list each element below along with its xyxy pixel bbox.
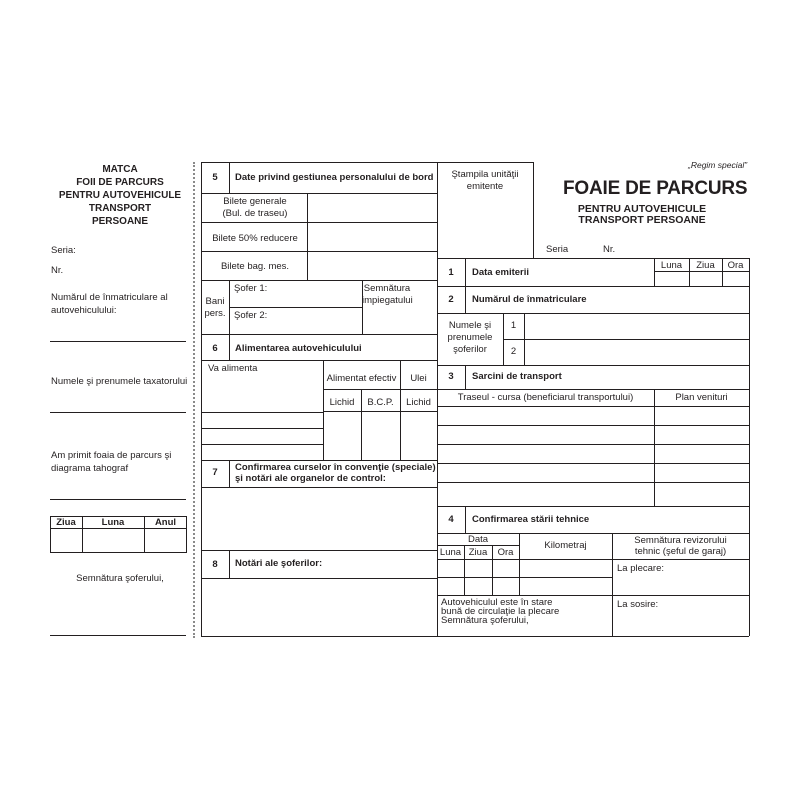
s8-number: 8: [212, 559, 218, 570]
s5-row-divider: [201, 280, 437, 281]
lichid-2-label: Lichid: [406, 397, 431, 408]
va-alimenta-label: Va alimenta: [208, 363, 258, 374]
ulei-label: Ulei: [410, 373, 427, 384]
s4-top-divider: [437, 506, 749, 507]
right-outer-border: [749, 258, 750, 636]
stamp-label-2: emitente: [466, 181, 504, 192]
right-bottom-border: [437, 636, 749, 637]
s4-ora: Ora: [497, 547, 514, 558]
driver-2-field[interactable]: [525, 340, 749, 365]
s7-title-2: şi notări ale organelor de control:: [235, 473, 386, 484]
stub-registration-label-1: Numărul de înmatriculare al: [51, 292, 168, 303]
s6-divider: [201, 360, 437, 361]
s3-num-divider: [465, 365, 466, 389]
middle-top-border: [201, 162, 437, 163]
s1-divider: [437, 286, 749, 287]
s1-number: 1: [448, 267, 454, 278]
s2-number: 2: [448, 294, 454, 305]
revizor-1: Semnătura revizorului: [634, 535, 727, 546]
s4-header-divider: [612, 559, 749, 560]
subtitle-1: PENTRU AUTOVEHICULE: [577, 203, 707, 215]
s6-number: 6: [212, 343, 218, 354]
bilete-generale-1: Bilete generale: [223, 196, 287, 207]
s7-num-divider: [229, 460, 230, 487]
stub-registration-label-2: autovehiculului:: [51, 305, 117, 316]
s2-num-divider: [465, 286, 466, 313]
s4-km-header: Kilometraj: [544, 540, 587, 551]
bilete-bag: Bilete bag. mes.: [220, 261, 290, 272]
bcp-label: B.C.P.: [367, 397, 394, 408]
stub-received-line[interactable]: [50, 499, 186, 500]
bilete-reducere: Bilete 50% reducere: [212, 233, 298, 244]
s8-num-divider: [229, 550, 230, 578]
s1-title: Data emiterii: [472, 267, 530, 278]
s6-top-divider: [201, 334, 437, 335]
main-title: FOAIE DE PARCURS: [563, 178, 748, 199]
s7-field[interactable]: [201, 487, 437, 550]
perforation-line: [193, 162, 195, 638]
s4-luna: Luna: [439, 547, 462, 558]
s3-title: Sarcini de transport: [472, 371, 562, 382]
lichid-label: Lichid: [329, 397, 355, 408]
s3-table-body[interactable]: [437, 406, 749, 506]
stub-title-line-3: PENTRU AUTOVEHICULE: [58, 190, 182, 201]
stub-title-line-5: PERSOANE: [91, 216, 149, 227]
stub-title-line-2: FOII DE PARCURS: [76, 177, 164, 188]
stamp-area[interactable]: [437, 195, 533, 255]
stub-date-anul: Anul: [154, 517, 177, 528]
drivers-label-1: Numele şi: [448, 320, 492, 331]
semnatura-label-1: Semnătura: [363, 283, 411, 294]
driver-1-field[interactable]: [525, 313, 749, 339]
s4-data-divider: [437, 545, 519, 546]
s5-number: 5: [212, 172, 218, 183]
stub-signature-line[interactable]: [50, 635, 186, 636]
va-alimenta-field[interactable]: [201, 412, 323, 460]
sofer-2-label: Şofer 2:: [234, 310, 268, 321]
stub-received-label-1: Am primit foaia de parcurs şi: [51, 450, 172, 461]
revizor-2: tehnic (şeful de garaj): [634, 546, 727, 557]
subtitle-2: TRANSPORT PERSOANE: [578, 214, 706, 226]
middle-bottom-border: [201, 636, 437, 637]
driver-1-num: 1: [510, 320, 517, 331]
sofer-divider: [229, 307, 362, 308]
stub-title-line-1: MATCA: [102, 164, 138, 175]
sofer-1-label: Şofer 1:: [234, 283, 268, 294]
bilete-generale-field[interactable]: [307, 193, 438, 222]
s6-num-divider: [229, 334, 230, 360]
s6-title: Alimentarea autovehiculului: [235, 343, 362, 354]
s1-num-divider: [465, 258, 466, 286]
bilete-bag-field[interactable]: [307, 251, 438, 280]
bilete-generale-2: (Bul. de traseu): [222, 208, 288, 219]
right-top-border: [437, 258, 749, 259]
stub-date-ziua: Ziua: [56, 517, 76, 528]
semnatura-label-2: impiegatului: [362, 295, 413, 306]
s6-subheader-divider: [323, 389, 437, 390]
s7-number: 7: [212, 467, 218, 478]
stub-taxi-driver-line[interactable]: [50, 412, 186, 413]
s4-data-header: Data: [467, 534, 489, 545]
s1-luna-header: Luna: [660, 260, 683, 271]
stare-label-1: Autovehiculul este în stare: [441, 597, 553, 608]
traseu-header: Traseul - cursa (beneficiarul transportului): [457, 392, 634, 403]
alimentat-efectiv-label: Alimentat efectiv: [326, 373, 397, 384]
stub-title-line-4: TRANSPORT: [88, 203, 152, 214]
s5-title: Date privind gestiunea personalului de bord: [235, 172, 434, 183]
stamp-right-border: [533, 162, 534, 258]
s4-km-fields[interactable]: [437, 559, 612, 595]
stare-label-3: Semnătura şoferului,: [441, 615, 529, 626]
s4-num-divider: [465, 506, 466, 533]
bilete-reducere-field[interactable]: [307, 222, 438, 251]
stamp-top-border: [437, 162, 533, 163]
s3-divider: [437, 389, 749, 390]
s8-top-divider: [201, 550, 437, 551]
s6-row-divider: [323, 411, 437, 412]
s3-number: 3: [448, 371, 454, 382]
s8-title: Notări ale şoferilor:: [235, 558, 323, 569]
s2-title: Numărul de înmatriculare: [472, 294, 587, 305]
s8-field[interactable]: [201, 578, 437, 636]
stub-date-luna: Luna: [101, 517, 125, 528]
drivers-label-3: şoferilor: [453, 344, 487, 355]
s7-top-divider: [201, 460, 437, 461]
regim-special: „Regim special”: [688, 160, 748, 170]
stub-driver-signature-label: Semnătura şoferului,: [76, 573, 164, 584]
driver-2-num: 2: [510, 346, 517, 357]
la-sosire-label: La sosire:: [617, 599, 659, 610]
bani-label-1: Bani: [205, 296, 225, 307]
s1-ziua-header: Ziua: [696, 260, 715, 271]
s1-ora-header: Ora: [727, 260, 744, 271]
plan-header: Plan venituri: [675, 392, 728, 403]
stub-received-label-2: diagrama tahograf: [51, 463, 129, 474]
stub-date-divider: [50, 528, 187, 529]
s4-title: Confirmarea stării tehnice: [472, 514, 590, 525]
la-plecare-label: La plecare:: [617, 563, 665, 574]
s3-top-divider: [437, 365, 749, 366]
stub-registration-line[interactable]: [50, 341, 186, 342]
stamp-label-1: Ştampila unităţii: [451, 169, 519, 180]
s5-num-divider: [229, 162, 230, 193]
seria-label: Seria: [546, 244, 569, 255]
nr-label: Nr.: [603, 244, 616, 255]
stare-label-2: bună de circulaţie la plecare: [441, 606, 560, 617]
s1-date-header-divider: [654, 271, 749, 272]
bani-label-2: pers.: [204, 308, 226, 319]
s7-title-1: Confirmarea curselor în convenţie (speciale): [235, 462, 436, 473]
stub-taxi-driver-label: Numele şi prenumele taxatorului: [51, 376, 188, 387]
s4-ziua: Ziua: [468, 547, 488, 558]
stub-seria-label: Seria:: [51, 245, 76, 256]
drivers-label-2: prenumele: [447, 332, 493, 343]
s4-row-divider: [437, 595, 749, 596]
s4-number: 4: [448, 514, 454, 525]
stub-nr-label: Nr.: [51, 265, 64, 276]
